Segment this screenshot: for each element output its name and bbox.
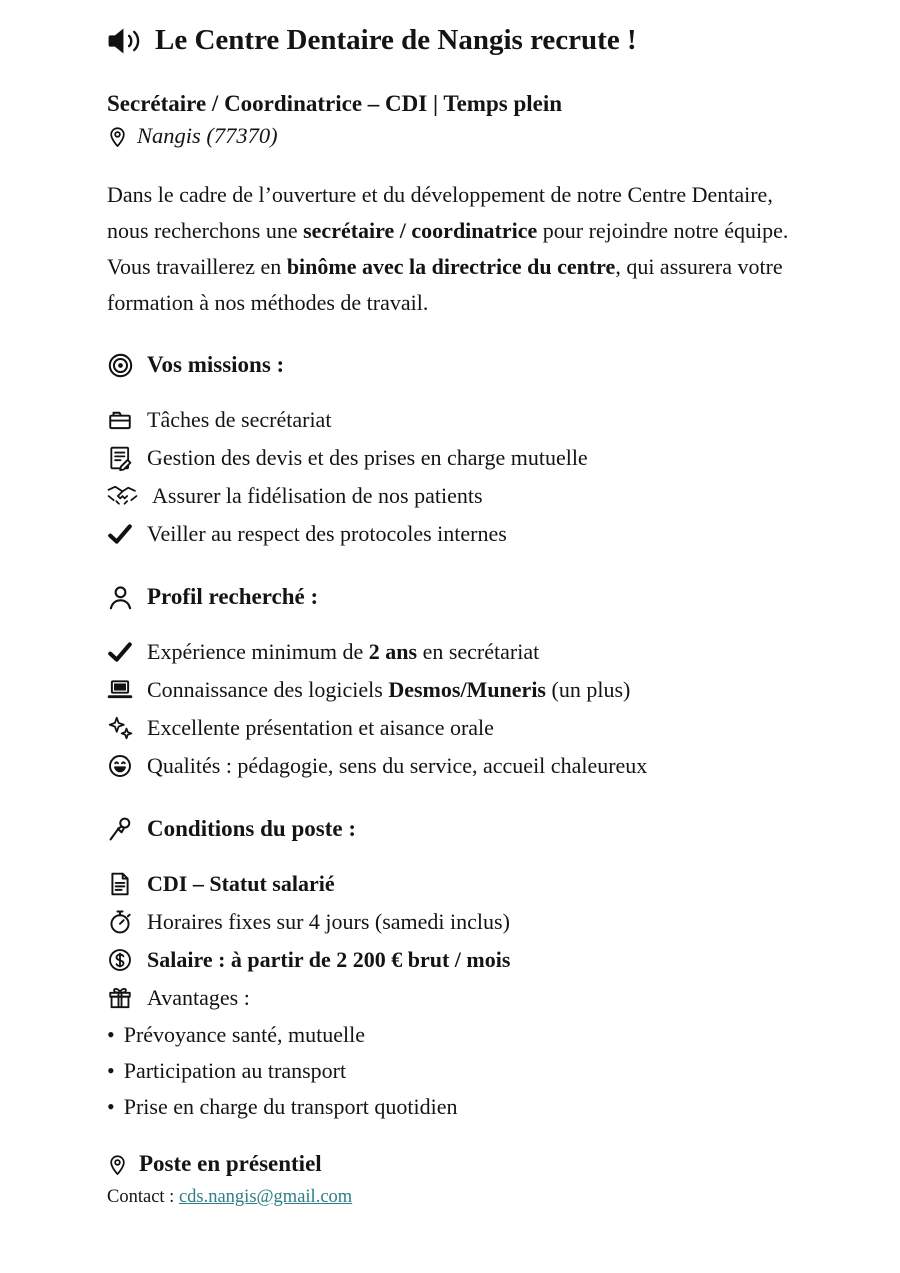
list-item-text: Qualités : pédagogie, sens du service, accueil chaleureux — [147, 753, 648, 778]
pushpin-icon — [107, 816, 134, 843]
check-icon — [107, 639, 133, 665]
profile-heading — [107, 581, 794, 613]
stopwatch-icon — [107, 909, 133, 935]
missions-heading-text: Vos missions : — [147, 352, 285, 377]
list-item — [107, 1089, 794, 1125]
location-pin-icon — [107, 124, 128, 148]
list-item-text: Avantages : — [147, 985, 250, 1010]
gift-icon — [107, 985, 133, 1011]
list-item — [107, 477, 794, 515]
list-item — [107, 1053, 794, 1089]
list-item — [107, 401, 794, 439]
list-item-text: Horaires fixes sur 4 jours (samedi inclus) — [147, 909, 510, 934]
list-item-text: Prise en charge du transport quotidien — [123, 1094, 458, 1119]
list-item-text: Assurer la fidélisation de nos patients — [152, 483, 483, 508]
list-item — [107, 1017, 794, 1053]
list-item — [107, 709, 794, 747]
location-pin-icon — [107, 1152, 128, 1176]
bullet-marker: • — [107, 1058, 115, 1083]
list-item-text: Tâches de secrétariat — [147, 407, 332, 432]
card-index-icon — [107, 407, 133, 433]
list-item — [107, 439, 794, 477]
sparkles-icon — [107, 715, 133, 741]
intro-paragraph-2: Vous travaillerez en binôme avec la directrice du centre, qui assurera votre formation à nos méthodes de travail. — [107, 254, 783, 315]
intro-paragraph-1: Dans le cadre de l’ouverture et du développement de notre Centre Dentaire, nous recherchons une secrétaire / coordinatrice pour rejoindre notre équipe. — [107, 182, 789, 243]
profile-list — [107, 633, 794, 785]
list-item — [107, 941, 794, 979]
onsite-line — [107, 1151, 794, 1177]
list-item — [107, 865, 794, 903]
profile-heading-text: Profil recherché : — [147, 584, 319, 609]
list-item-text: Connaissance des logiciels Desmos/Muneris (un plus) — [147, 677, 631, 702]
handshake-icon — [107, 483, 138, 509]
list-item-text: CDI – Statut salarié — [147, 871, 335, 896]
memo-icon — [107, 445, 133, 471]
list-item — [107, 903, 794, 941]
page-title — [107, 24, 794, 57]
job-title: Secrétaire / Coordinatrice – CDI | Temps plein — [107, 91, 563, 116]
list-item — [107, 747, 794, 785]
list-item-text: Participation au transport — [123, 1058, 347, 1083]
bullet-marker: • — [107, 1022, 115, 1047]
list-item-text: Veiller au respect des protocoles internes — [147, 521, 507, 546]
laptop-icon — [107, 677, 133, 703]
list-item — [107, 671, 794, 709]
list-item — [107, 979, 794, 1017]
conditions-list — [107, 865, 794, 1017]
document-icon — [107, 871, 133, 897]
missions-heading — [107, 349, 794, 381]
list-item-text: Expérience minimum de 2 ans en secrétariat — [147, 639, 540, 664]
list-item-text: Prévoyance santé, mutuelle — [123, 1022, 366, 1047]
intro-text — [107, 177, 794, 321]
target-icon — [107, 352, 134, 379]
check-icon — [107, 521, 133, 547]
contact-line — [107, 1183, 794, 1211]
bullet-marker: • — [107, 1094, 115, 1119]
list-item — [107, 633, 794, 671]
conditions-heading-text: Conditions du poste : — [147, 816, 356, 841]
page-title-text: Le Centre Dentaire de Nangis recrute ! — [155, 24, 637, 56]
missions-list — [107, 401, 794, 553]
list-item — [107, 515, 794, 553]
person-icon — [107, 584, 134, 611]
conditions-heading — [107, 813, 794, 845]
benefits-list — [107, 1017, 794, 1125]
list-item-text: Gestion des devis et des prises en charge mutuelle — [147, 445, 588, 470]
smiley-icon — [107, 753, 133, 779]
job-location-text: Nangis (77370) — [137, 123, 278, 148]
list-item-text: Excellente présentation et aisance orale — [147, 715, 494, 740]
onsite-text: Poste en présentiel — [139, 1151, 322, 1176]
dollar-coin-icon — [107, 947, 133, 973]
contact-email-link[interactable]: cds.nangis@gmail.com — [178, 1187, 353, 1207]
contact-label: Contact : — [107, 1187, 179, 1207]
megaphone-icon — [107, 26, 141, 56]
list-item-text: Salaire : à partir de 2 200 € brut / mois — [147, 947, 511, 972]
job-location — [107, 123, 794, 149]
